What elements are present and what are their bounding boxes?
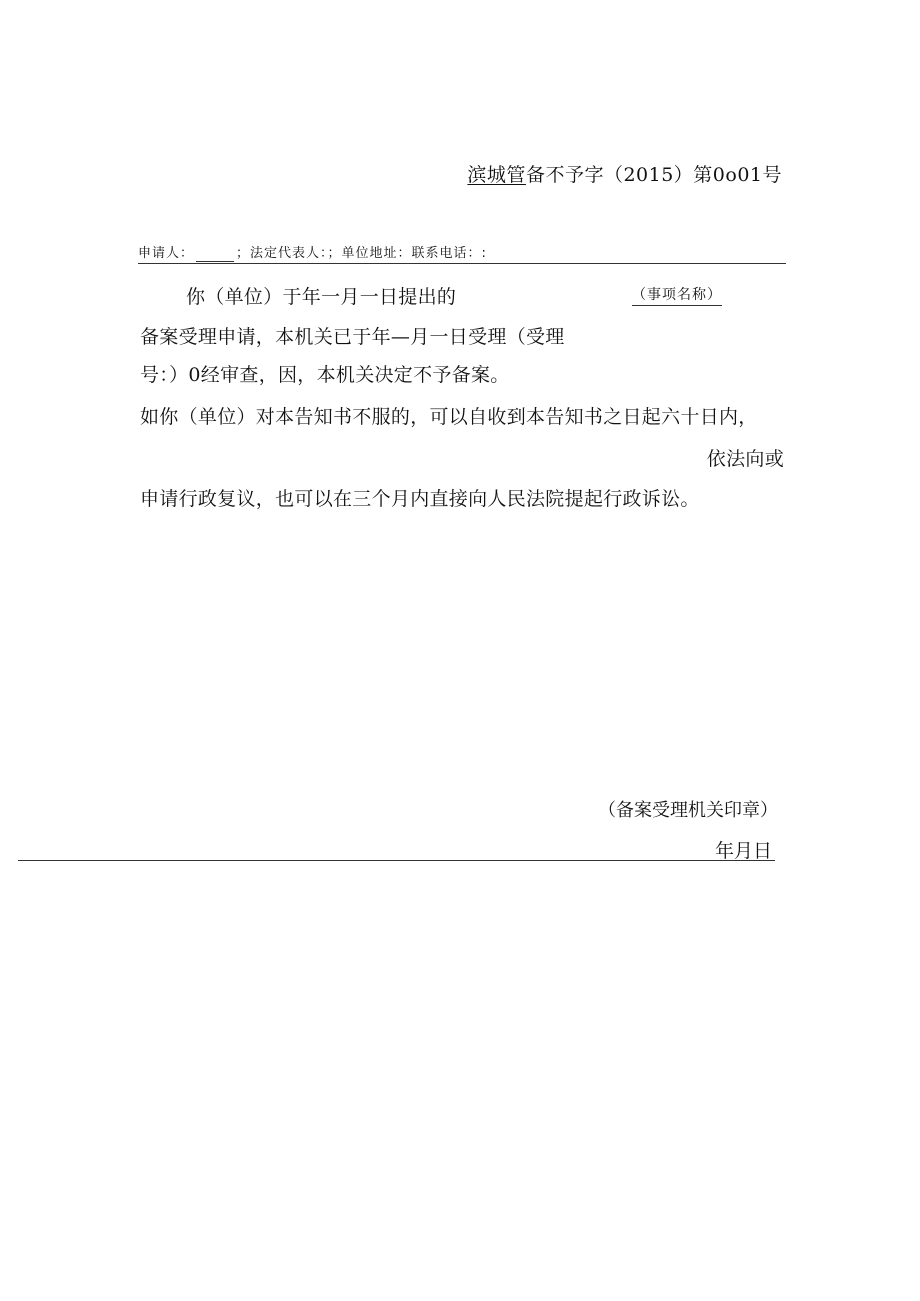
- paragraph-4: 如你（单位）对本告知书不服的，可以自收到本告知书之日起六十日内，: [140, 406, 758, 428]
- paragraph-6: 申请行政复议，也可以在三个月内直接向人民法院提起行政诉讼。: [140, 488, 700, 510]
- matter-name-blank: （事项名称）: [632, 284, 722, 306]
- party-info-rest: ；法定代表人：；单位地址：联系电话：:: [236, 246, 487, 261]
- paragraph-2: 备案受理申请，本机关已于年—月一日受理（受理: [140, 326, 565, 348]
- paragraph-3: 号：）0经审查，因，本机关决定不予备案。: [140, 364, 510, 386]
- date-label: 年月日: [714, 840, 772, 862]
- paragraph-5: 依法向或: [706, 448, 784, 470]
- date-underline: [18, 836, 775, 861]
- applicant-label: 申请人：: [138, 246, 195, 261]
- applicant-blank: [196, 249, 234, 262]
- seal-label: （备案受理机关印章）: [598, 800, 778, 821]
- document-number: [467, 160, 782, 187]
- document-number-prefix: 滨城管: [467, 164, 526, 186]
- party-info-line: [138, 246, 786, 264]
- paragraph-1: 你（单位）于年一月一日提出的: [186, 286, 457, 308]
- document-number-rest: 备不予字（2015）第0o01号: [525, 164, 782, 186]
